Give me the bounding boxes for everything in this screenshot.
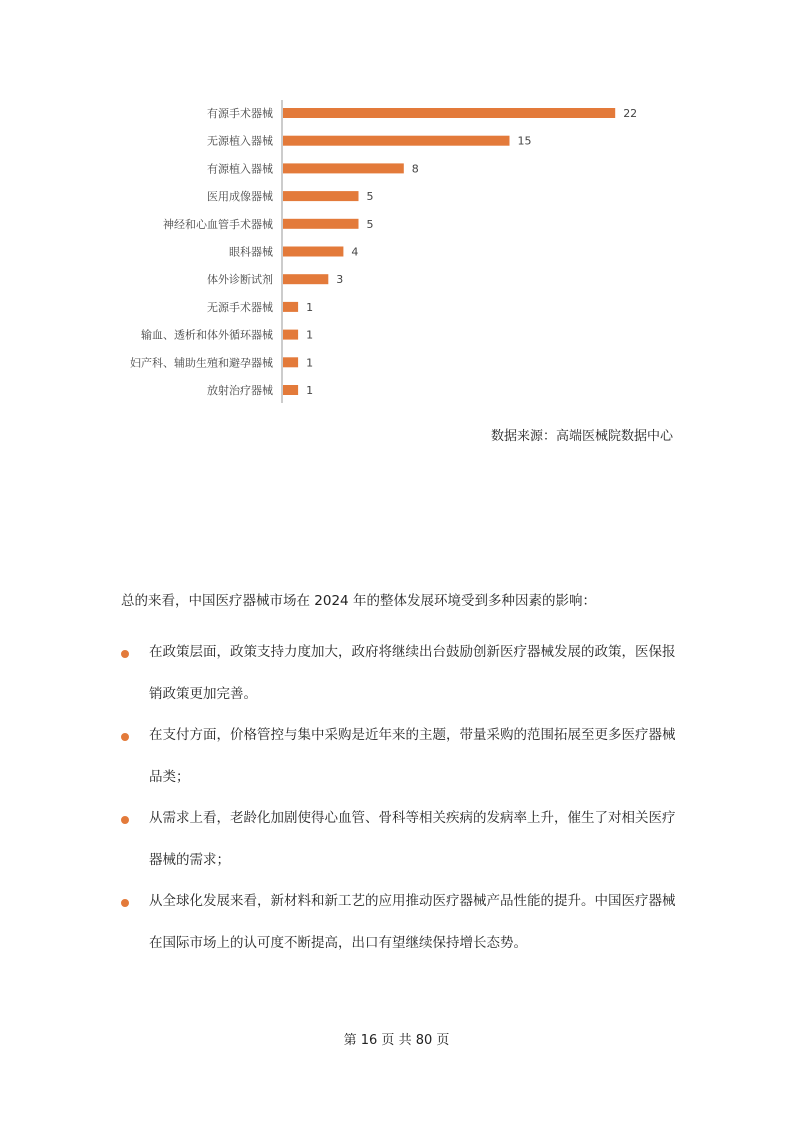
category-label: 有源植入器械 xyxy=(207,162,273,176)
category-label: 体外诊断试剂 xyxy=(207,273,273,287)
page-footer: 第 16 页 共 80 页 xyxy=(343,1033,450,1048)
bullet-dot-icon xyxy=(121,816,129,824)
value-label: 8 xyxy=(411,162,419,176)
bullet-text: 从需求上看，老龄化加剧使得心血管、骨科等相关疾病的发病率上升，催生了对相关医疗器械的需求； xyxy=(149,810,676,868)
value-label: 1 xyxy=(306,384,314,397)
category-label: 无源植入器械 xyxy=(207,134,273,148)
bullet-dot-icon xyxy=(121,650,129,658)
bullet-text: 在政策层面，政策支持力度加大，政府将继续出台鼓励创新医疗器械发展的政策，医保报销政策更加完善。 xyxy=(149,644,676,702)
value-label: 1 xyxy=(306,328,314,342)
bar xyxy=(283,136,510,146)
category-label: 神经和心血管手术器械 xyxy=(163,217,273,231)
value-label: 1 xyxy=(306,356,314,370)
bar xyxy=(283,274,328,284)
category-label: 有源手术器械 xyxy=(207,107,273,120)
value-label: 22 xyxy=(623,107,638,120)
bar xyxy=(283,302,298,312)
bar xyxy=(283,219,359,229)
bullet-text: 在支付方面，价格管控与集中采购是近年来的主题，带量采购的范围拓展至更多医疗器械品类； xyxy=(149,727,676,785)
category-label: 放射治疗器械 xyxy=(207,384,273,397)
value-label: 4 xyxy=(351,245,359,259)
data-source-note: 数据来源：高端医械院数据中心 xyxy=(490,429,673,444)
category-label: 眼科器械 xyxy=(229,245,273,259)
value-label: 5 xyxy=(366,217,374,231)
category-label: 妇产科、辅助生殖和避孕器械 xyxy=(130,356,273,370)
bar xyxy=(283,163,404,173)
bullet-text: 从全球化发展来看，新材料和新工艺的应用推动医疗器械产品性能的提升。中国医疗器械在国际市场上的认可度不断提高，出口有望继续保持增长态势。 xyxy=(149,893,676,951)
bar xyxy=(283,385,298,395)
value-label: 5 xyxy=(366,190,374,204)
intro-paragraph: 总的来看，中国医疗器械市场在 2024 年的整体发展环境受到多种因素的影响： xyxy=(121,593,596,609)
bullet-dot-icon xyxy=(121,899,129,907)
category-label: 输血、透析和体外循环器械 xyxy=(141,328,273,342)
bullet-dot-icon xyxy=(121,733,129,741)
value-label: 15 xyxy=(517,134,532,148)
category-label: 医用成像器械 xyxy=(207,190,273,204)
bar xyxy=(283,330,298,340)
bar xyxy=(283,191,359,201)
bar xyxy=(283,357,298,367)
value-label: 1 xyxy=(306,300,314,314)
bar xyxy=(283,108,615,118)
bar xyxy=(283,247,343,257)
value-label: 3 xyxy=(336,273,344,287)
bar-chart xyxy=(0,0,793,420)
category-label: 无源手术器械 xyxy=(207,300,273,314)
